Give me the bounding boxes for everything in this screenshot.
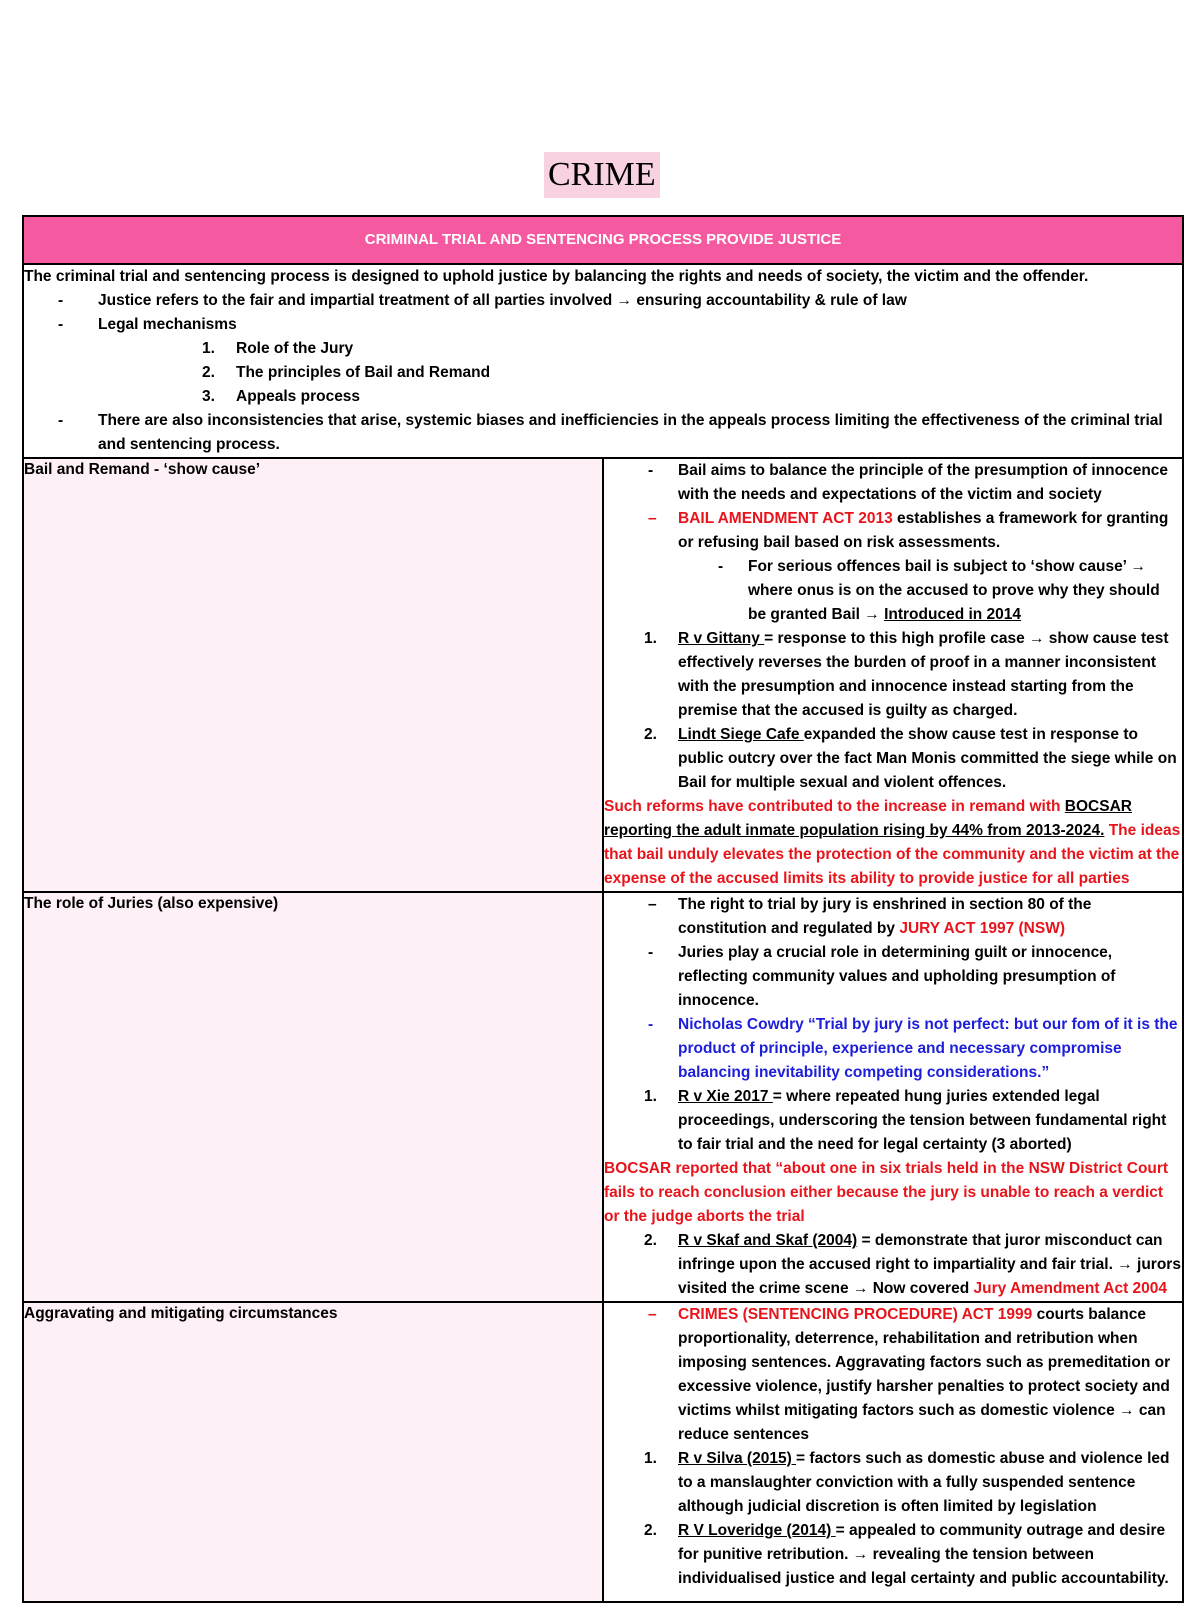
intro-cell <box>23 264 1183 458</box>
row-label-bail: Bail and Remand - ‘show cause’ <box>23 458 603 892</box>
row-content-aggravating <box>603 1302 1183 1602</box>
list-item: - For serious offences bail is subject to ‘show cause’ → where onus is on the accused to prove why they should be granted Bail → Introduced in 2014 <box>718 558 1160 623</box>
case-item: 1. R v Xie 2017 = where repeated hung juries extended legal proceedings, underscoring the tension between fundamental right to fair trial and the need for legal certainty (3 aborted) <box>644 1088 1167 1153</box>
row-content-bail <box>603 458 1183 892</box>
case-item: 2. R V Loveridge (2014) = appealed to community outrage and desire for punitive retribution. → revealing the tension between individualised justice and legal certainty and public accountability. <box>644 1522 1169 1587</box>
intro-bullet: - Justice refers to the fair and impartial treatment of all parties involved → ensuring accountability & rule of law <box>58 292 907 309</box>
list-item: - Bail aims to balance the principle of the presumption of innocence with the needs and expectations of the victim and society <box>648 462 1169 503</box>
intro-numbered-item: 2. The principles of Bail and Remand <box>202 364 491 381</box>
list-item: - Nicholas Cowdry “Trial by jury is not perfect: but our fom of it is the product of principle, experience and necessary compromise balancing inevitability competing considerations.” <box>648 1016 1178 1081</box>
list-item: - Juries play a crucial role in determining guilt or innocence, reflecting community values and upholding presumption of innocence. <box>648 944 1116 1009</box>
notes-table <box>22 215 1184 1603</box>
case-item: 1. R v Gittany = response to this high profile case → show cause test effectively reverses the burden of proof in a manner inconsistent with the presumption and innocence instead starting from the premise that the accused is guilty as charged. <box>644 630 1169 719</box>
intro-numbered-item: 1. Role of the Jury <box>202 340 354 357</box>
evaluation-text: BOCSAR reported that “about one in six trials held in the NSW District Court fails to reach conclusion either because the jury is unable to reach a verdict or the judge aborts the trial <box>604 1160 1169 1225</box>
intro-lead: The criminal trial and sentencing process is designed to uphold justice by balancing the rights and needs of society, the victim and the offender. <box>24 268 1089 285</box>
row-label-aggravating: Aggravating and mitigating circumstances <box>23 1302 603 1602</box>
intro-bullet: - Legal mechanisms <box>58 316 237 333</box>
row-content-juries <box>603 892 1183 1302</box>
table-header: CRIMINAL TRIAL AND SENTENCING PROCESS PROVIDE JUSTICE <box>23 216 1183 264</box>
evaluation-text: Such reforms have contributed to the increase in remand with BOCSAR reporting the adult inmate population rising by 44% from 2013-2024. The ideas that bail unduly elevates the protection of the community and the victim at the expense of the accused limits its ability to provide justice for all parties <box>604 798 1181 887</box>
list-item: – BAIL AMENDMENT ACT 2013 establishes a framework for granting or refusing bail based on risk assessments. <box>648 510 1169 551</box>
list-item: – CRIMES (SENTENCING PROCEDURE) ACT 1999 courts balance proportionality, deterrence, rehabilitation and retribution when imposing sentences. Aggravating factors such as premeditation or excessive violence, justify harsher penalties to protect society and victims whilst mitigating factors such as domestic violence → can reduce sentences <box>648 1306 1171 1443</box>
intro-numbered-item: 3. Appeals process <box>202 388 361 405</box>
case-item: 2. Lindt Siege Cafe expanded the show cause test in response to public outcry over the fact Man Monis committed the siege while on Bail for multiple sexual and violent offences. <box>644 726 1177 791</box>
case-item: 1. R v Silva (2015) = factors such as domestic abuse and violence led to a manslaughter conviction with a fully suspended sentence although judicial discretion is often limited by legislation <box>644 1450 1170 1515</box>
case-item: 2. R v Skaf and Skaf (2004) = demonstrate that juror misconduct can infringe upon the accused right to impartiality and fair trial. → jurors visited the crime scene → Now covered Jury Amendment Act 2004 <box>644 1232 1181 1297</box>
page-title: CRIME <box>544 152 660 198</box>
list-item: – The right to trial by jury is enshrined in section 80 of the constitution and regulated by JURY ACT 1997 (NSW) <box>648 896 1092 937</box>
intro-bullet: - There are also inconsistencies that arise, systemic biases and inefficiencies in the appeals process limiting the effectiveness of the criminal trial and sentencing process. <box>58 412 1163 453</box>
row-label-juries: The role of Juries (also expensive) <box>23 892 603 1302</box>
